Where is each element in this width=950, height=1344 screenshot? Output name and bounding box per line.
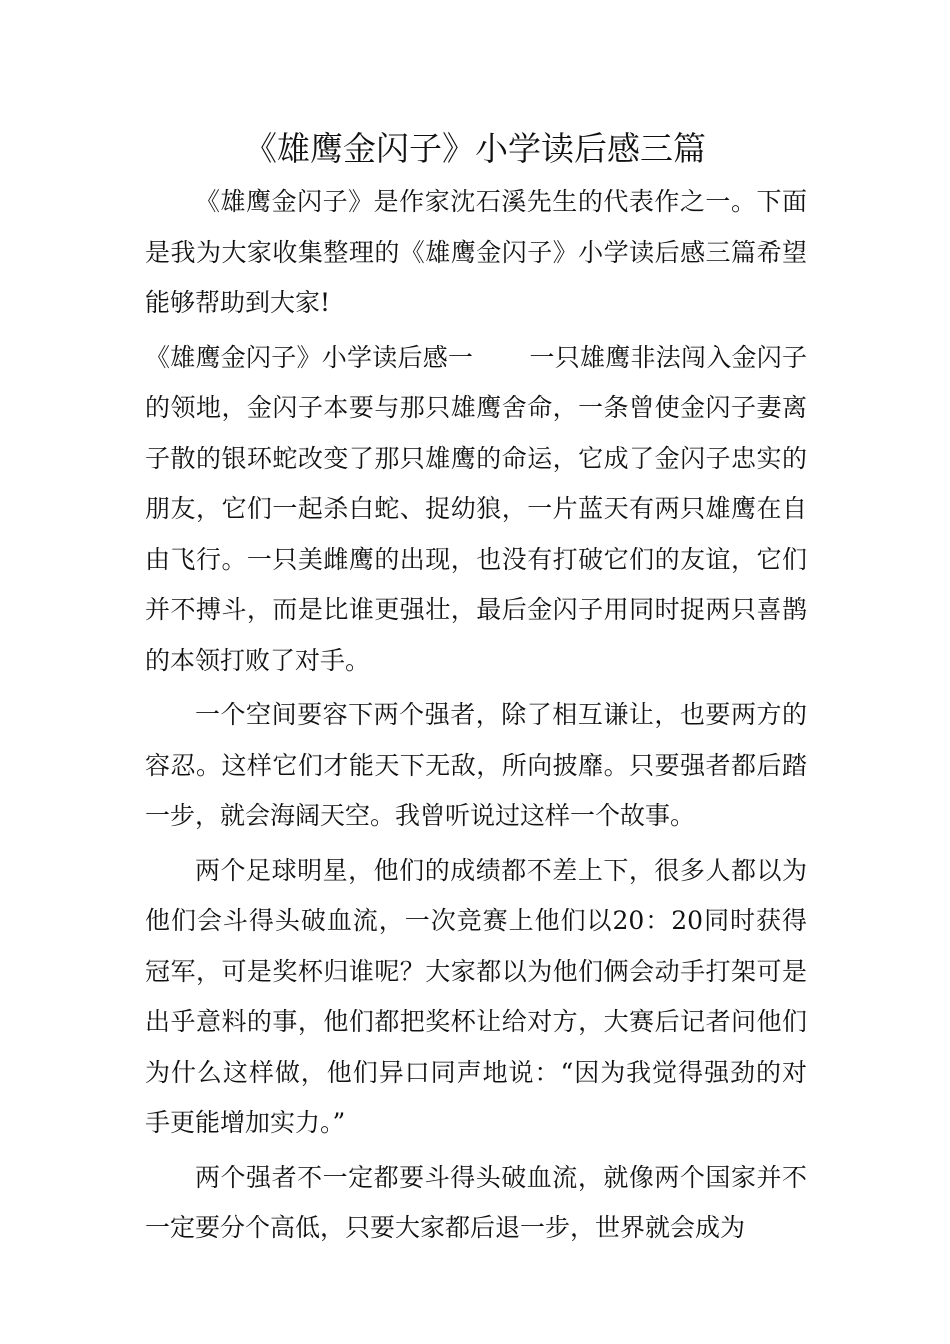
document-title: 《雄鹰金闪子》小学读后感三篇	[244, 129, 706, 168]
section-one-paragraph	[145, 333, 807, 687]
section-first-paragraph: 一只雄鹰非法闯入金闪子的领地，金闪子本要与那只雄鹰舍命，一条曾使金闪子妻离子散的银环蛇改变了那只雄鹰的命运，它成了金闪子忠实的朋友，它们一起杀白蛇、捉幼狼，一片蓝天有两只雄鹰在自由飞行。一只美雌鹰的出现，也没有打破它们的友谊，它们并不搏斗，而是比谁更强壮，最后金闪子用同时捉两只喜鹊的本领打败了对手。	[145, 342, 807, 675]
body-paragraph: 两个足球明星，他们的成绩都不差上下，很多人都以为他们会斗得头破血流，一次竞赛上他们以20：20同时获得冠军，可是奖杯归谁呢？大家都以为他们俩会动手打架可是出乎意料的事，他们都把奖杯让给对方，大赛后记者问他们为什么这样做，他们异口同声地说：“因为我觉得强劲的对手更能增加实力。”	[145, 855, 807, 1137]
document-body	[145, 177, 807, 1258]
intro-paragraph: 《雄鹰金闪子》是作家沈石溪先生的代表作之一。下面是我为大家收集整理的《雄鹰金闪子》小学读后感三篇希望能够帮助到大家!	[145, 187, 807, 317]
section-heading: 《雄鹰金闪子》小学读后感一	[145, 342, 474, 372]
body-paragraph: 两个强者不一定都要斗得头破血流，就像两个国家并不一定要分个高低，只要大家都后退一步，世界就会成为	[145, 1162, 807, 1242]
body-paragraph: 一个空间要容下两个强者，除了相互谦让，也要两方的容忍。这样它们才能天下无敌，所向披靡。只要强者都后踏一步，就会海阔天空。我曾听说过这样一个故事。	[145, 700, 807, 830]
